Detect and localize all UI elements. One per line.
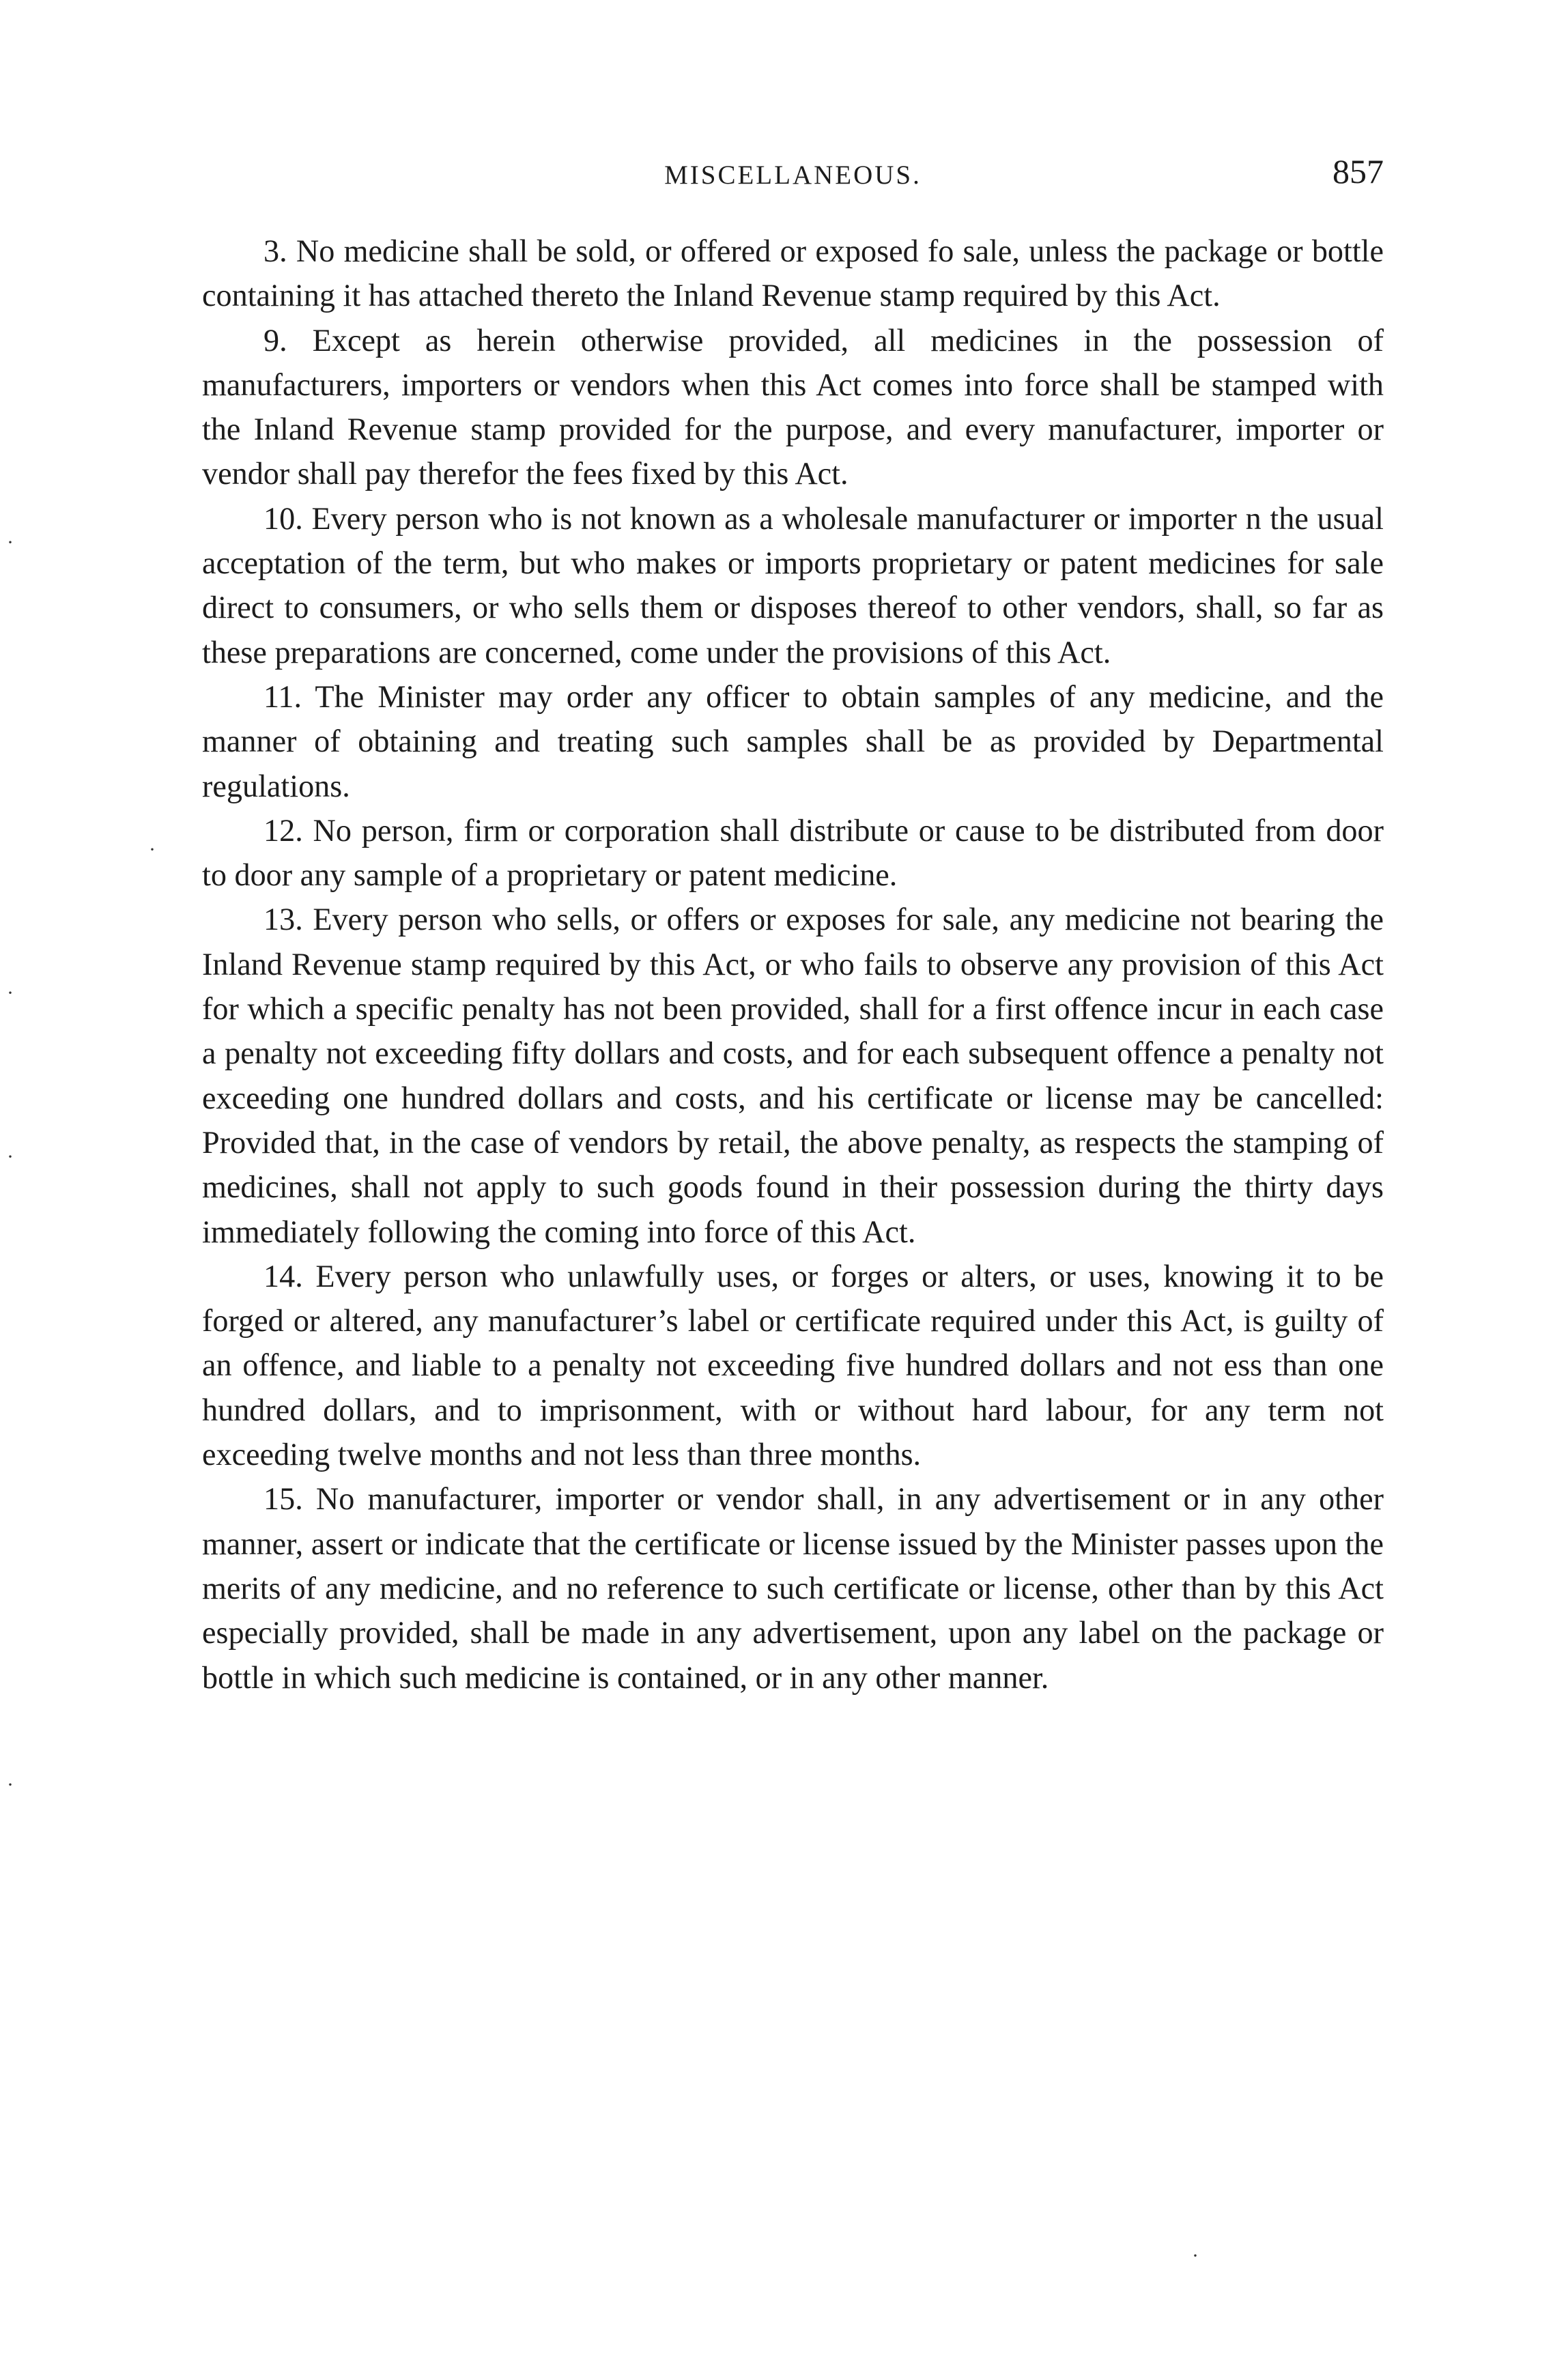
section-number: 9. bbox=[263, 322, 287, 358]
section-text: Every person who unlawfully uses, or forges or alters, or uses, knowing it to be forged or altered, any manufacturer’s label or certificate required under this Act, is guilty of an offence, and liable to a penalty not exceeding five hundred dollars and not ess than one hundred dollars, and to imprisonment, with or without hard labour, for any term not exceeding twelve months and not less than three months. bbox=[202, 1258, 1384, 1472]
section-10 bbox=[202, 496, 1384, 674]
section-number: 3. bbox=[263, 233, 287, 268]
section-text: Every person who is not known as a wholesale manufacturer or importer n the usual acceptation of the term, but who makes or imports proprietary or patent medicines for sale direct to consumers, or who sells them or disposes thereof to other vendors, shall, so far as these preparations are concerned, come under the provisions of this Act. bbox=[202, 500, 1384, 670]
section-13 bbox=[202, 897, 1384, 1253]
margin-speck: · bbox=[1192, 2244, 1199, 2267]
section-14 bbox=[202, 1254, 1384, 1476]
section-text: No medicine shall be sold, or offered or exposed fo sale, unless the package or bottle containing it has attached thereto the Inland Revenue stamp required by this Act. bbox=[202, 233, 1384, 313]
margin-speck: · bbox=[7, 1773, 14, 1796]
margin-speck: · bbox=[7, 1145, 14, 1168]
section-number: 11. bbox=[263, 679, 302, 714]
body-text bbox=[202, 229, 1384, 1700]
section-text: Every person who sells, or offers or exposes for sale, any medicine not bearing the Inland Revenue stamp required by this Act, or who fails to observe any provision of this Act for which a specific penalty has not been provided, shall for a first offence incur in each case a penalty not exceeding fifty dollars and costs, and for each subsequent offence a penalty not exceeding one hundred dollars and costs, and his certificate or license may be cancelled: Provided that, in the case of vendors by retail, the above penalty, as respects the stamping of medicines, shall not apply to such goods found in their possession during the thirty days immediately following the coming into force of this Act. bbox=[202, 902, 1384, 1249]
section-number: 15. bbox=[263, 1481, 303, 1517]
section-11 bbox=[202, 674, 1384, 808]
margin-speck: · bbox=[7, 531, 14, 554]
section-text: No person, firm or corporation shall distribute or cause to be distributed from door to door any sample of a proprietary or patent medicine. bbox=[202, 812, 1384, 893]
section-number: 14. bbox=[263, 1258, 303, 1294]
section-text: No manufacturer, importer or vendor shall, in any advertisement or in any other manner, assert or indicate that the certificate or license issued by the Minister passes upon the merits of any medicine, and no reference to such certificate or license, other than by this Act especially provided, shall be made in any advertisement, upon any label on the package or bottle in which such medicine is contained, or in any other manner. bbox=[202, 1481, 1384, 1695]
running-title: MISCELLANEOUS. bbox=[664, 160, 922, 190]
section-15 bbox=[202, 1476, 1384, 1699]
section-text: The Minister may order any officer to obtain samples of any medicine, and the manner of obtaining and treating such samples shall be as provided by Departmental regulations. bbox=[202, 679, 1384, 803]
section-12 bbox=[202, 808, 1384, 898]
running-head bbox=[202, 152, 1384, 192]
section-9 bbox=[202, 318, 1384, 496]
section-text: Except as herein otherwise provided, all medicines in the possession of manufacturers, importers or vendors when this Act comes into force shall be stamped with the Inland Revenue stamp provided for the purpose, and every manufacturer, importer or vendor shall pay therefor the fees fixed by this Act. bbox=[202, 322, 1384, 491]
section-3 bbox=[202, 229, 1384, 318]
section-number: 10. bbox=[263, 500, 303, 536]
section-number: 13. bbox=[263, 902, 303, 937]
section-number: 12. bbox=[263, 812, 303, 848]
page-number: 857 bbox=[1332, 152, 1384, 190]
margin-speck: · bbox=[149, 838, 156, 861]
margin-speck: · bbox=[7, 982, 14, 1004]
